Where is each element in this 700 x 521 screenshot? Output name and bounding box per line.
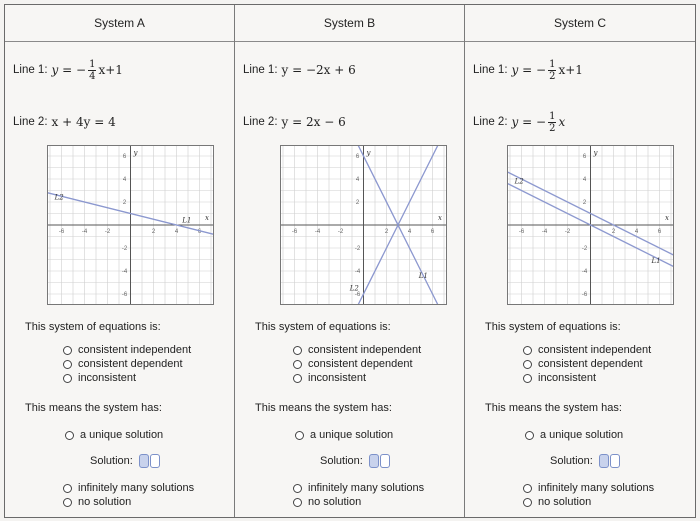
x-tick-label: 4 (634, 229, 639, 235)
system-b-line2 (243, 107, 460, 137)
x-tick-label: -4 (541, 229, 548, 235)
y-tick-label: 6 (582, 154, 587, 160)
system-b-line2-equation: y = 2x − 6 (281, 115, 346, 129)
systems-table (4, 4, 696, 518)
x-tick-label: 4 (174, 229, 179, 235)
line1-label: Line 1: (473, 64, 508, 76)
system-c-line1 (473, 55, 691, 85)
option-consistent-dependent[interactable]: consistent dependent (293, 357, 421, 371)
system-a-consistency-options (63, 343, 191, 385)
system-a-solution: Solution: (90, 454, 160, 468)
system-b-line1-equation: y = −2x + 6 (281, 63, 356, 77)
system-a-column (5, 5, 235, 517)
y-tick-label: -4 (121, 269, 128, 275)
y-axis-label: y (133, 149, 138, 157)
y-tick-label: -6 (354, 292, 361, 298)
option-consistent-independent[interactable]: consistent independent (293, 343, 421, 357)
system-a-other-options (63, 481, 194, 509)
system-c-column (465, 5, 695, 517)
y-tick-label: -6 (121, 292, 128, 298)
radio-button[interactable] (523, 374, 532, 383)
y-tick-label: 4 (582, 177, 587, 183)
line1-label: Line 1: (13, 64, 48, 76)
line2-label: Line 2: (13, 116, 48, 128)
radio-button[interactable] (523, 346, 532, 355)
system-a-graph (47, 145, 214, 305)
system-b-column (235, 5, 465, 517)
option-inconsistent[interactable]: inconsistent (293, 371, 421, 385)
system-a-line2 (13, 107, 230, 137)
radio-button[interactable] (63, 374, 72, 383)
system-b-other-options (293, 481, 424, 509)
x-tick-label: -2 (337, 229, 344, 235)
x-tick-label: 2 (151, 229, 156, 235)
option-unique-solution[interactable]: a unique solution (65, 429, 163, 441)
x-axis-label: x (438, 214, 442, 222)
system-c-consistency-options (523, 343, 651, 385)
option-consistent-independent[interactable]: consistent independent (63, 343, 191, 357)
system-b-line1 (243, 55, 460, 85)
system-c-graph (507, 145, 674, 305)
option-unique-solution[interactable]: a unique solution (525, 429, 623, 441)
line1-label: Line 1: (243, 64, 278, 76)
system-c-line2-equation: y = − $\frac{1}{2}$ x (511, 110, 566, 134)
system-c-line2 (473, 107, 691, 137)
system-a-question: This system of equations is: (25, 321, 161, 333)
y-tick-label: 2 (122, 200, 127, 206)
radio-button[interactable] (523, 484, 532, 493)
line-2-label: L2 (514, 177, 524, 186)
radio-button[interactable] (295, 431, 304, 440)
x-tick-label: -6 (291, 229, 298, 235)
option-no-solution[interactable]: no solution (523, 495, 654, 509)
y-tick-label: -2 (354, 246, 361, 252)
option-infinitely-many[interactable]: infinitely many solutions (63, 481, 194, 495)
x-tick-label: 2 (611, 229, 616, 235)
radio-button[interactable] (293, 360, 302, 369)
x-tick-label: 2 (384, 229, 389, 235)
y-tick-label: -4 (581, 269, 588, 275)
option-no-solution[interactable]: no solution (293, 495, 424, 509)
line-1-label: L1 (651, 256, 661, 265)
system-c-title: System C (465, 5, 695, 42)
system-c-question: This system of equations is: (485, 321, 621, 333)
line2-label: Line 2: (243, 116, 278, 128)
y-axis-label: y (366, 149, 371, 157)
x-tick-label: 6 (430, 229, 435, 235)
option-infinitely-many[interactable]: infinitely many solutions (523, 481, 654, 495)
system-a-line1-equation: y = − $\frac{1}{4}$ x+1 (51, 58, 123, 82)
line-1-label: L1 (182, 216, 192, 225)
system-c-solution: Solution: (550, 454, 620, 468)
system-a-means-label: This means the system has: (25, 402, 162, 414)
radio-button[interactable] (63, 346, 72, 355)
line2-label: Line 2: (473, 116, 508, 128)
radio-button[interactable] (293, 498, 302, 507)
solution-input[interactable] (369, 454, 390, 468)
x-axis-label: x (665, 214, 669, 222)
solution-input[interactable] (139, 454, 160, 468)
y-tick-label: -4 (354, 269, 361, 275)
system-b-means-label: This means the system has: (255, 402, 392, 414)
x-tick-label: 6 (197, 229, 202, 235)
radio-button[interactable] (63, 498, 72, 507)
option-infinitely-many[interactable]: infinitely many solutions (293, 481, 424, 495)
system-c-means-label: This means the system has: (485, 402, 622, 414)
system-b-question: This system of equations is: (255, 321, 391, 333)
radio-button[interactable] (293, 374, 302, 383)
option-inconsistent[interactable]: inconsistent (63, 371, 191, 385)
system-a-line1 (13, 55, 230, 85)
y-tick-label: -2 (581, 246, 588, 252)
system-b-title: System B (235, 5, 464, 42)
y-tick-label: 4 (355, 177, 360, 183)
option-consistent-dependent[interactable]: consistent dependent (523, 357, 651, 371)
y-tick-label: -6 (581, 292, 588, 298)
y-axis-label: y (593, 149, 598, 157)
y-tick-label: 2 (582, 200, 587, 206)
option-consistent-dependent[interactable]: consistent dependent (63, 357, 191, 371)
line-2-label: L2 (349, 284, 359, 293)
option-no-solution[interactable]: no solution (63, 495, 194, 509)
x-tick-label: -6 (58, 229, 65, 235)
radio-button[interactable] (63, 484, 72, 493)
y-tick-label: 2 (355, 200, 360, 206)
system-b-graph (280, 145, 447, 305)
option-inconsistent[interactable]: inconsistent (523, 371, 651, 385)
x-tick-label: 6 (657, 229, 662, 235)
option-unique-solution[interactable]: a unique solution (295, 429, 393, 441)
x-tick-label: -2 (104, 229, 111, 235)
x-tick-label: 4 (407, 229, 412, 235)
system-a-line2-equation: x + 4y = 4 (51, 115, 116, 129)
radio-button[interactable] (65, 431, 74, 440)
x-tick-label: -2 (564, 229, 571, 235)
system-b-consistency-options (293, 343, 421, 385)
x-axis-label: x (205, 214, 209, 222)
x-tick-label: -6 (518, 229, 525, 235)
radio-button[interactable] (293, 346, 302, 355)
system-a-title: System A (5, 5, 234, 42)
radio-button[interactable] (525, 431, 534, 440)
solution-input[interactable] (599, 454, 620, 468)
option-consistent-independent[interactable]: consistent independent (523, 343, 651, 357)
line-2-label: L2 (54, 193, 64, 202)
system-b-solution: Solution: (320, 454, 390, 468)
y-tick-label: 4 (122, 177, 127, 183)
radio-button[interactable] (523, 498, 532, 507)
y-tick-label: 6 (122, 154, 127, 160)
y-tick-label: 6 (355, 154, 360, 160)
line-1-label: L1 (418, 271, 428, 280)
radio-button[interactable] (63, 360, 72, 369)
radio-button[interactable] (523, 360, 532, 369)
system-c-line1-equation: y = − $\frac{1}{2}$ x+1 (511, 58, 583, 82)
x-tick-label: -4 (314, 229, 321, 235)
x-tick-label: -4 (81, 229, 88, 235)
radio-button[interactable] (293, 484, 302, 493)
y-tick-label: -2 (121, 246, 128, 252)
system-c-other-options (523, 481, 654, 509)
